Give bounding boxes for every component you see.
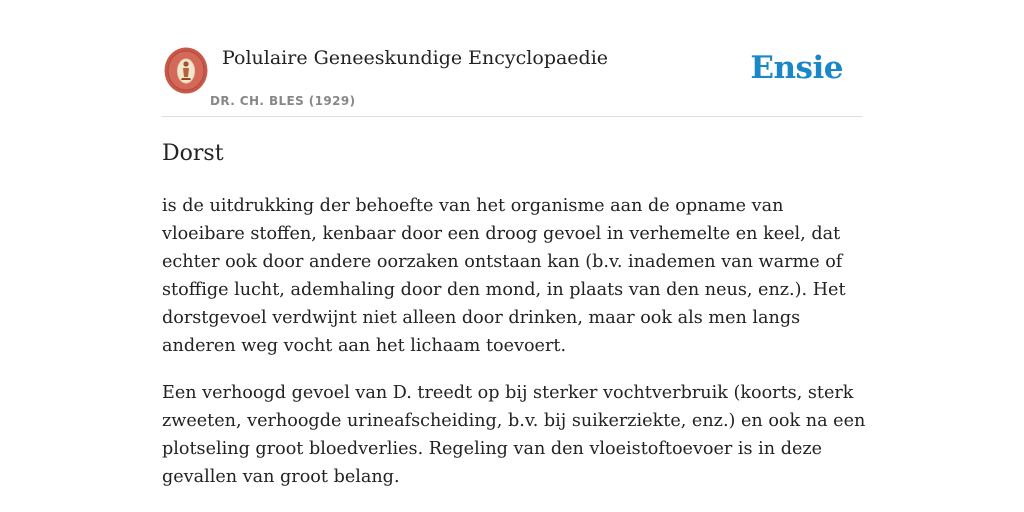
book-cover-icon[interactable]	[164, 47, 208, 94]
brand-logo[interactable]: Ensie	[750, 50, 843, 86]
article-paragraph: Een verhoogd gevoel van D. treedt op bij sterker vochtverbruik (koorts, sterk zweeten, verhoogde urineafscheiding, b.v. bij suikerziekte, enz.) en ook na een plotseling groot bloedverlies. Regeling van den vloeistoftoevoer is in deze gevallen van groot belang.	[162, 383, 866, 487]
source-title[interactable]: Polulaire Geneeskundige Encyclopaedie	[222, 47, 609, 69]
article-paragraph: is de uitdrukking der behoefte van het organisme aan de opname van vloeibare stoffen, kenbaar door een droog gevoel in verhemelte en keel, dat echter ook door andere oorzaken ontstaan kan (b.v. inademen van warme of stoffige lucht, ademhaling door den mond, in plaats van den neus, enz.). Het dorstgevoel verdwijnt niet alleen door drinken, maar ook als men langs anderen weg vocht aan het lichaam toevoert.	[162, 196, 846, 356]
source-header	[162, 40, 862, 117]
article-body	[162, 192, 866, 510]
source-meta: DR. CH. BLES (1929)	[210, 94, 356, 108]
article-title: Dorst	[162, 141, 224, 166]
